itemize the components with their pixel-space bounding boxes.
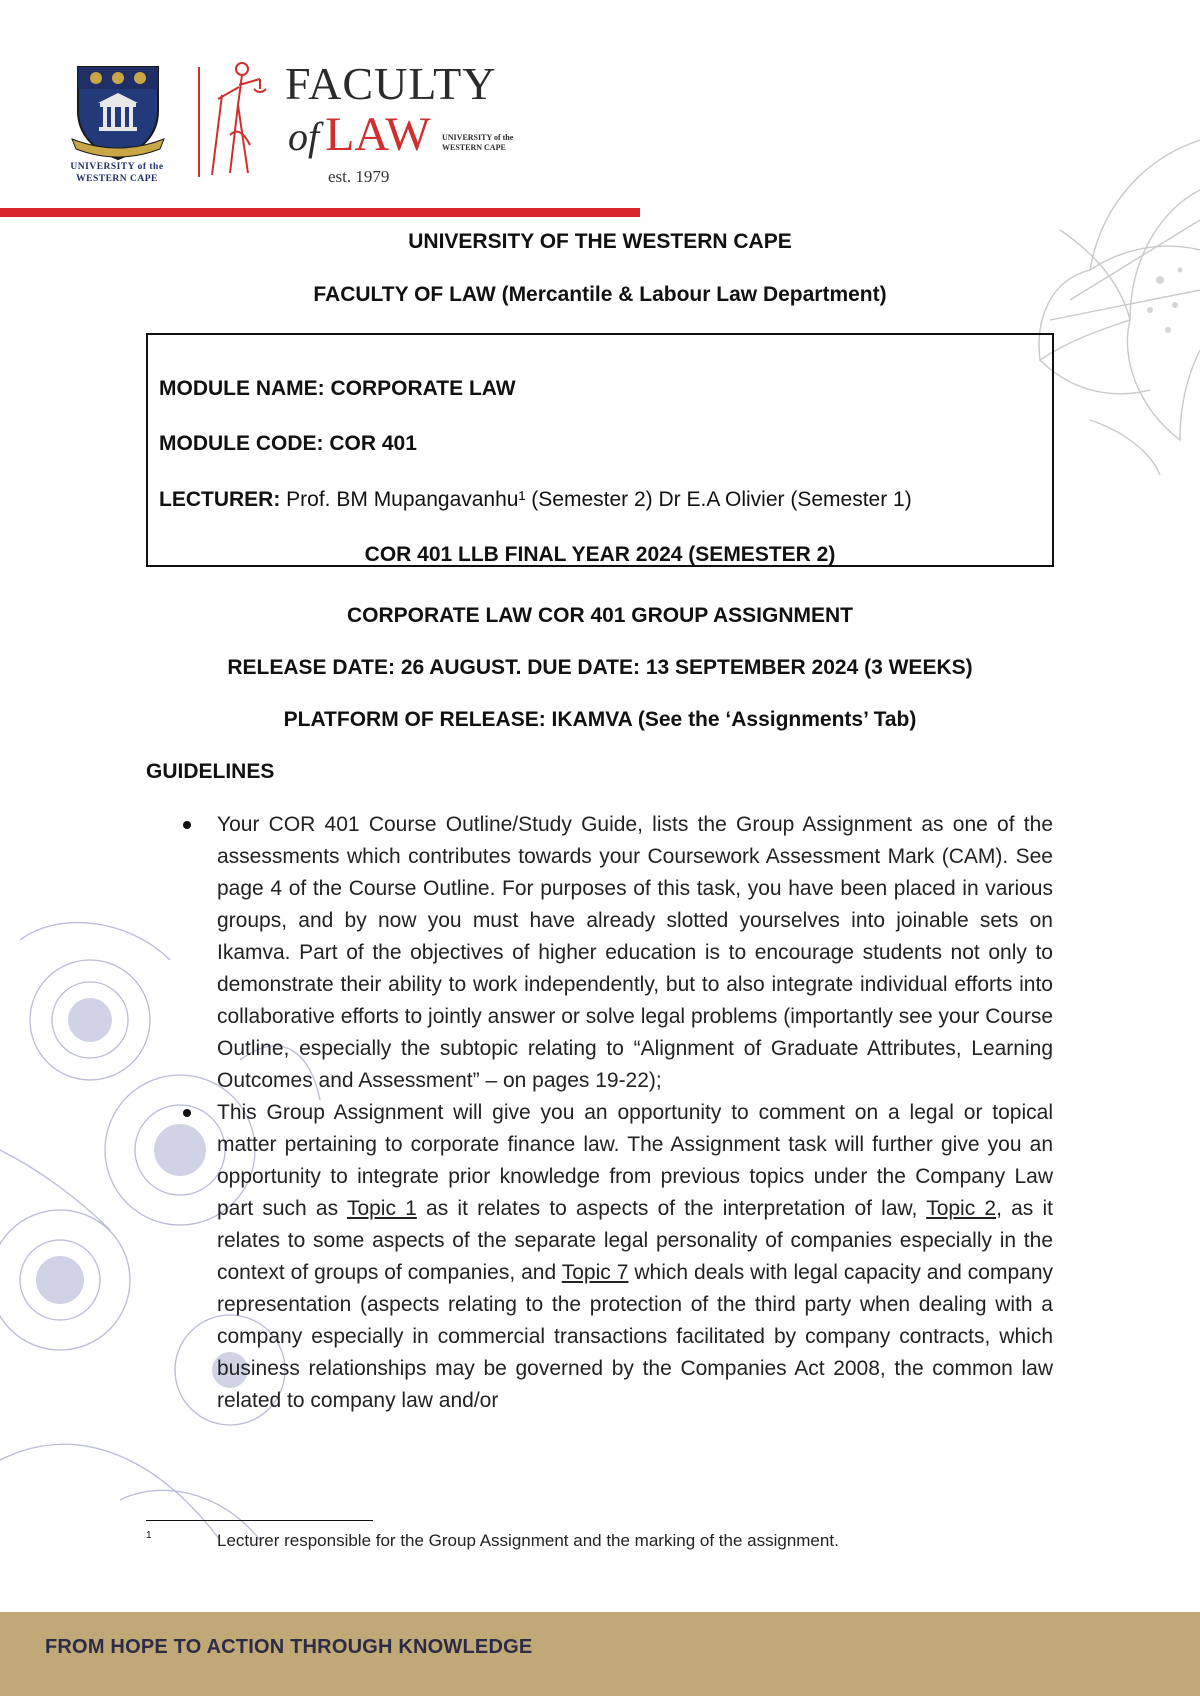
lecturer-value: Prof. BM Mupangavanhu¹ (Semester 2) Dr E.A Olivier (Semester 1) — [286, 488, 912, 511]
module-code-value: COR 401 — [329, 432, 417, 455]
university-title: UNIVERSITY OF THE WESTERN CAPE — [408, 230, 792, 253]
module-name-label: MODULE NAME: — [159, 377, 325, 400]
faculty-logo — [70, 55, 540, 190]
guideline-text: This Group Assignment will give you an opportunity to comment on a legal or topical matter pertaining to corporate finance law. The Assignment task will further give you an opportunity to integrate prior knowledge from previous topics under the Company Law part such as — [217, 1101, 1053, 1220]
module-name-value: CORPORATE LAW — [330, 377, 516, 400]
footer-band — [0, 1612, 1200, 1696]
faculty-title: FACULTY OF LAW (Mercantile & Labour Law Department) — [313, 283, 887, 306]
crest-caption-line2: WESTERN CAPE — [76, 174, 158, 184]
footnote-text: Lecturer responsible for the Group Assignment and the marking of the assignment. — [217, 1531, 839, 1550]
assignment-title: CORPORATE LAW COR 401 GROUP ASSIGNMENT — [347, 604, 853, 627]
footnote-marker: 1 — [146, 1530, 152, 1541]
established-year: est. 1979 — [328, 167, 390, 186]
module-code-line — [159, 432, 417, 456]
guideline-text: which deals with legal capacity and company representation (aspects relating to the protection of the third party when dealing with a company especially in commercial transactions facilitated by company contracts, which business relationships may be governed by the Companies Act 2008, the common law related to company law and/or — [217, 1261, 1054, 1412]
lecturer-line — [159, 488, 912, 512]
crest-caption-line1: UNIVERSITY of the — [70, 162, 164, 172]
guideline-text: , as it relates to some aspects of the separate legal personality of companies especially in the context of groups of companies, and — [217, 1197, 1053, 1284]
logo-separator — [198, 67, 200, 177]
assignment-dates: RELEASE DATE: 26 AUGUST. DUE DATE: 13 SEPTEMBER 2024 (3 WEEKS) — [227, 656, 973, 679]
guideline-text: as it relates to aspects of the interpretation of law, — [416, 1197, 927, 1220]
header-red-rule — [0, 208, 640, 217]
course-line: COR 401 LLB FINAL YEAR 2024 (SEMESTER 2) — [364, 543, 836, 566]
topic-2-reference: Topic 2 — [926, 1197, 997, 1220]
uwc-small-caption: UNIVERSITY of the WESTERN CAPE — [442, 133, 514, 152]
module-code-label: MODULE CODE: — [159, 432, 324, 455]
release-platform: PLATFORM OF RELEASE: IKAMVA (See the ‘Assignments’ Tab) — [283, 708, 917, 731]
footer-motto: FROM HOPE TO ACTION THROUGH KNOWLEDGE — [45, 1636, 533, 1658]
university-crest — [70, 61, 166, 189]
topic-7-reference: Topic 7 — [561, 1261, 629, 1284]
guideline-item — [217, 1097, 1053, 1417]
guideline-item: Your COR 401 Course Outline/Study Guide, lists the Group Assignment as one of the assessments which contributes towards your Coursework Assessment Mark (CAM). See page 4 of the Course Outline. For purposes of this task, you have been placed in various groups, and by now you must have already slotted yourselves into joinable sets on Ikamva. Part of the objectives of higher education is to encourage students not only to demonstrate their ability to work independently, but to also integrate individual efforts into collaborative efforts to jointly answer or solve legal problems (importantly see your Course Outline, especially the subtopic relating to “Alignment of Graduate Attributes, Learning Outcomes and Assessment” – on pages 19-22); — [217, 809, 1053, 1097]
module-name-line — [159, 377, 516, 401]
topic-1-reference: Topic 1 — [346, 1197, 417, 1220]
module-info-box — [146, 333, 1054, 567]
guidelines-heading: GUIDELINES — [146, 760, 275, 783]
lady-justice-icon — [208, 55, 268, 180]
faculty-wordmark: FACULTY — [285, 58, 497, 109]
guidelines-list — [217, 809, 1053, 1417]
of-wordmark: of — [288, 114, 320, 159]
lecturer-label: LECTURER: — [159, 488, 281, 511]
law-wordmark: LAW — [325, 108, 431, 161]
footnote-separator — [146, 1520, 373, 1521]
